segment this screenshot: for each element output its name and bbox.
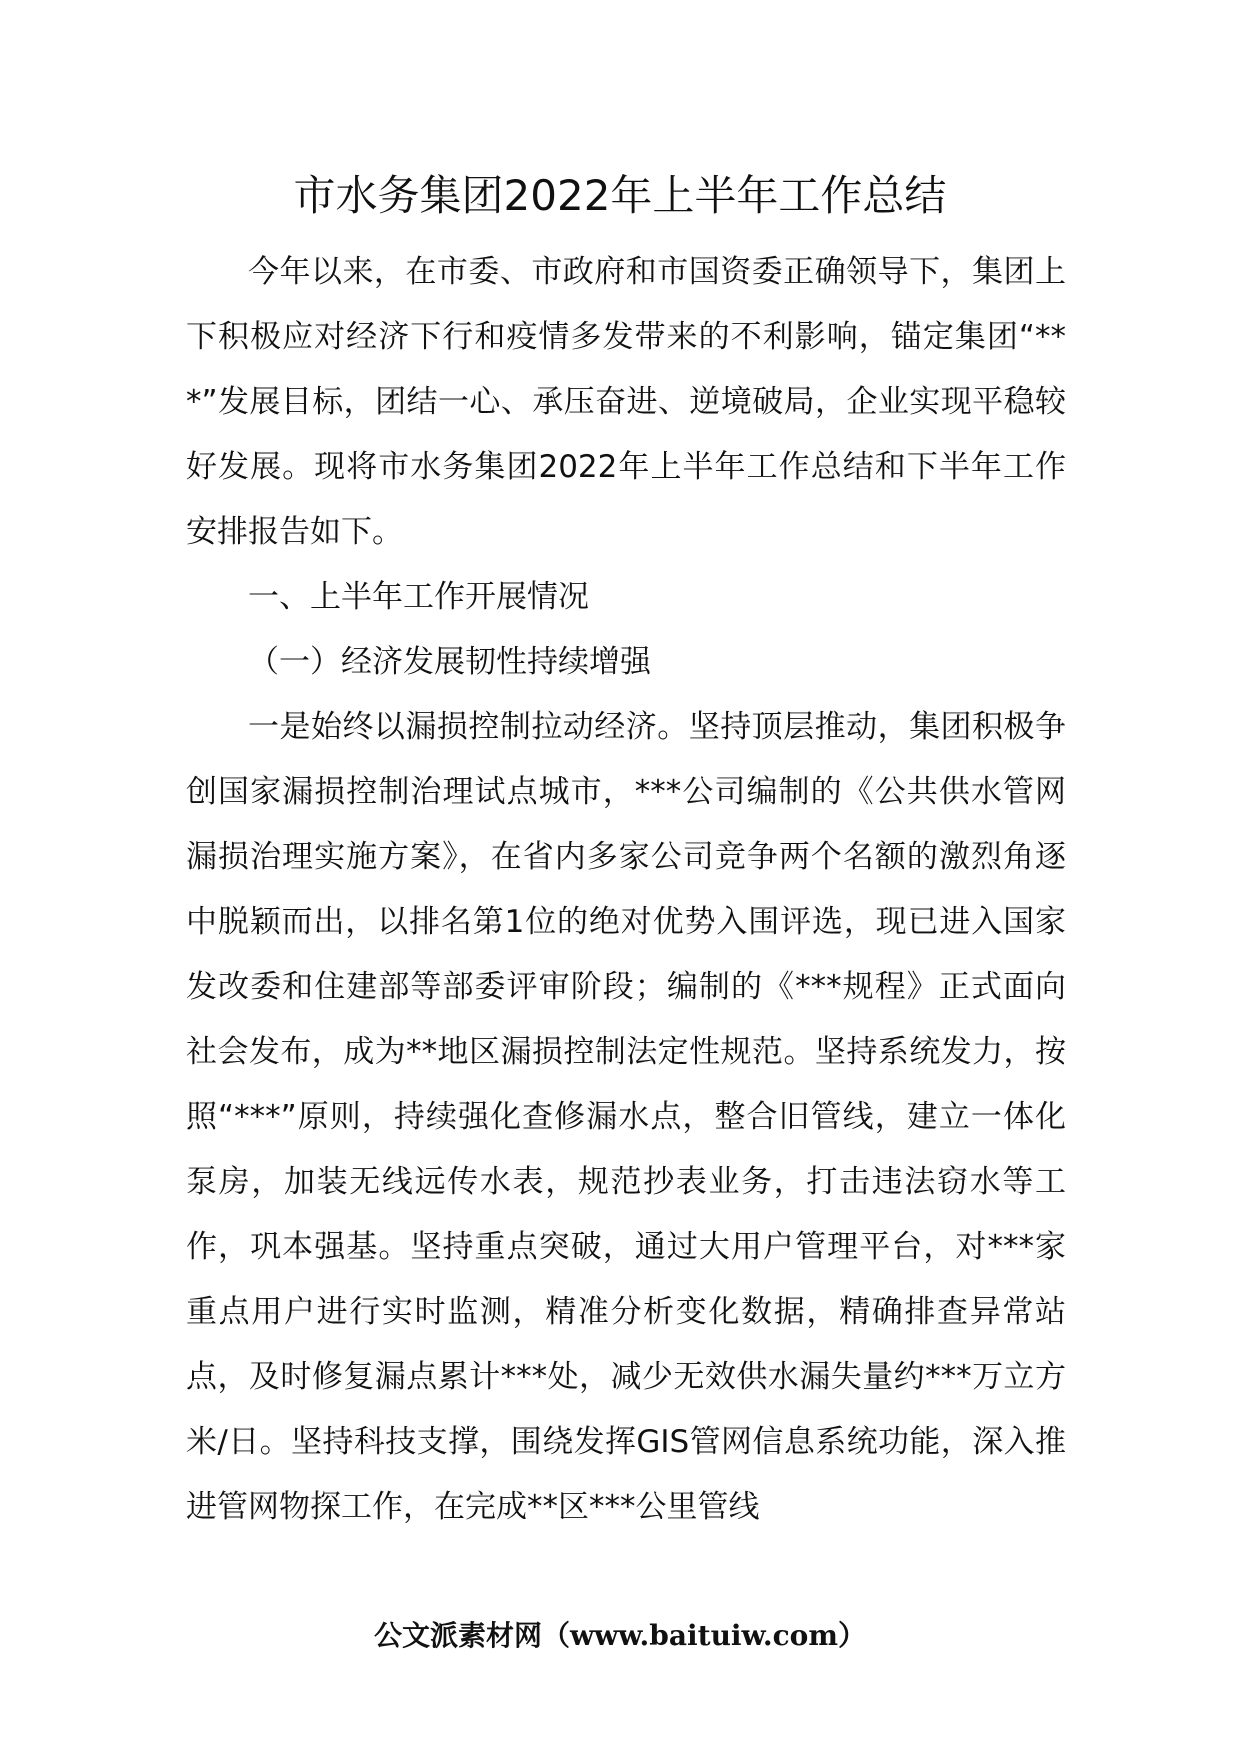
body-paragraph: 一是始终以漏损控制拉动经济。坚持顶层推动，集团积极争创国家漏损控制治理试点城市，***公司编制的《公共供水管网漏损治理实施方案》，在省内多家公司竞争两个名额的激烈角逐中脱颖而出，以排名第1位的绝对优势入围评选，现已进入国家发改委和住建部等部委评审阶段；编制的《***规程》正式面向社会发布，成为**地区漏损控制法定性规范。坚持系统发力，按照“***”原则，持续强化查修漏水点，整合旧管线，建立一体化泵房，加装无线远传水表，规范抄表业务，打击违法窃水等工作，巩本强基。坚持重点突破，通过大用户管理平台，对***家重点用户进行实时监测，精准分析变化数据，精确排查异常站点，及时修复漏点累计***处，减少无效供水漏失量约***万立方米/日。坚持科技支撑，围绕发挥GIS管网信息系统功能，深入推进管网物探工作，在完成**区***公里管线	[186, 709, 1066, 1525]
section-heading: 一、上半年工作开展情况	[248, 579, 589, 615]
intro-paragraph: 今年以来，在市委、市政府和市国资委正确领导下，集团上下积极应对经济下行和疫情多发带来的不利影响，锚定集团“***”发展目标，团结一心、承压奋进、逆境破局，企业实现平稳较好发展。现将市水务集团2022年上半年工作总结和下半年工作安排报告如下。	[186, 254, 1066, 550]
subsection-heading: （一）经济发展韧性持续增强	[248, 644, 651, 680]
document-body	[186, 240, 1066, 1540]
footer-watermark: 公文派素材网（www.baituiw.com）	[374, 1619, 866, 1652]
document-title: 市水务集团2022年上半年工作总结	[293, 171, 947, 220]
